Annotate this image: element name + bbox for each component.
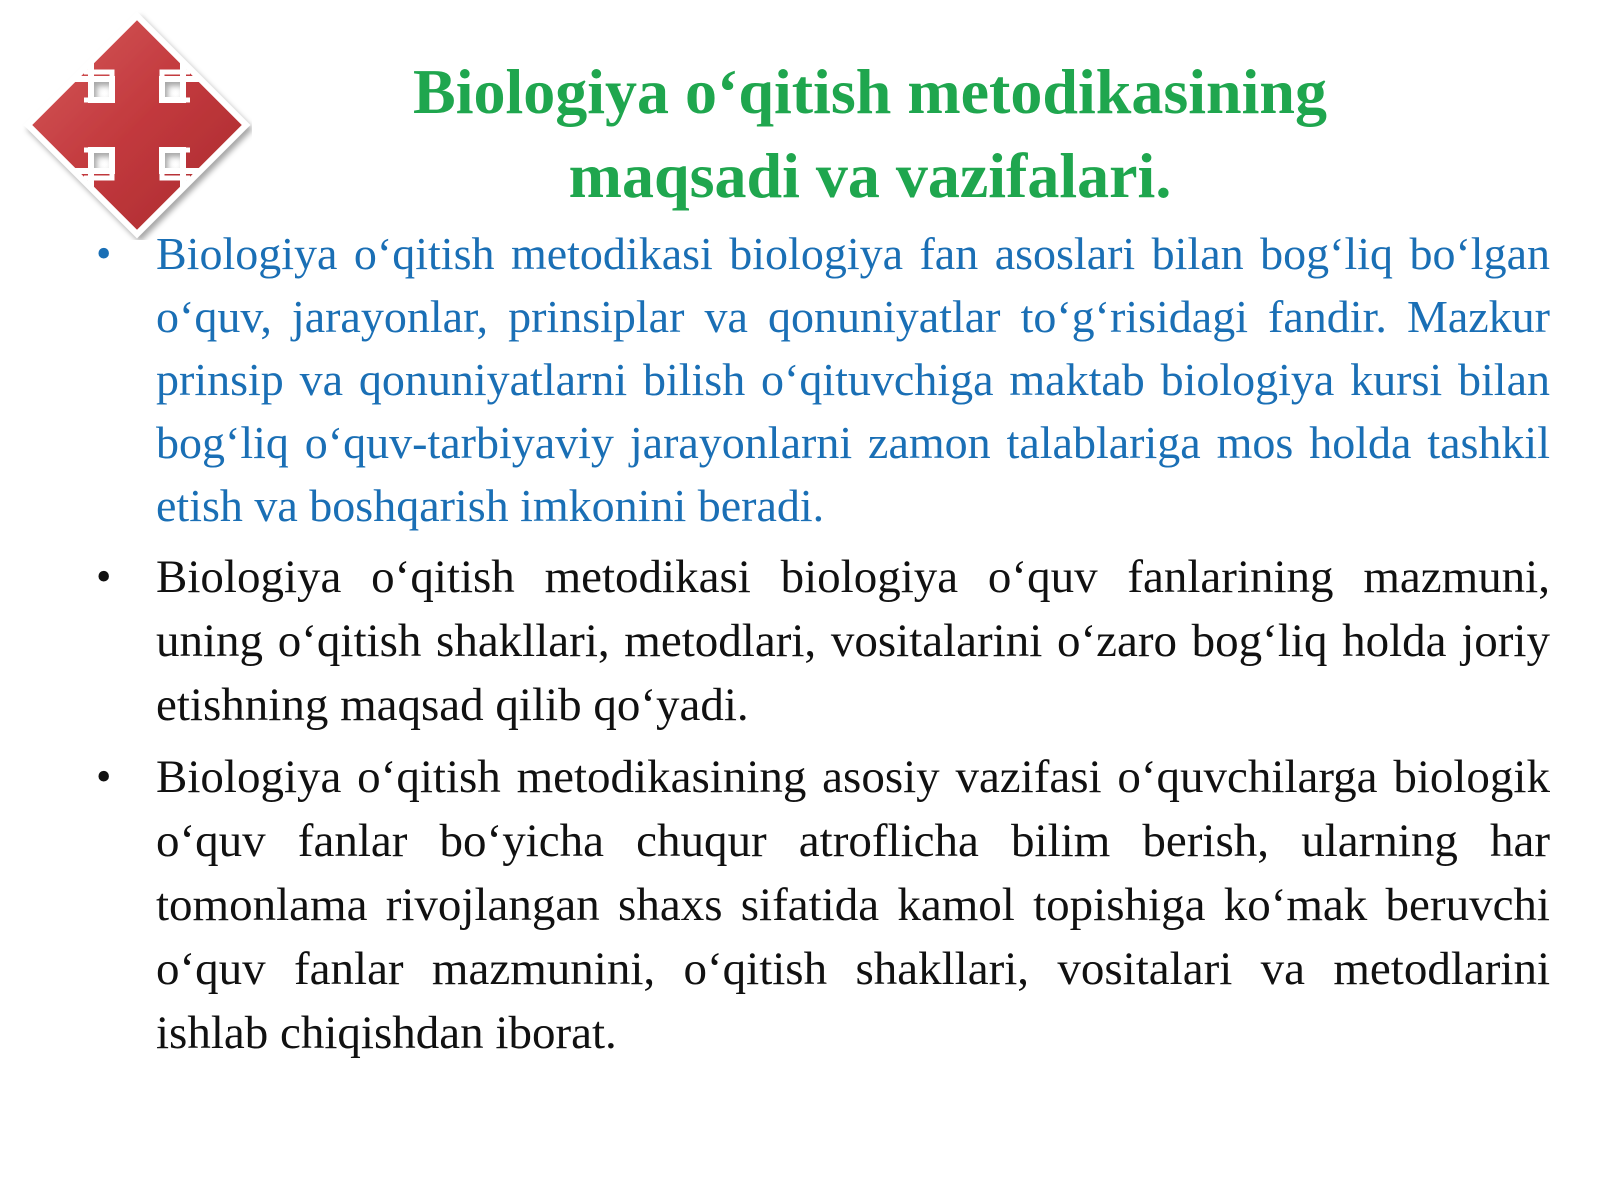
bullet-dot-icon: •	[96, 752, 112, 801]
bullet-dot-icon: •	[96, 552, 112, 601]
bullet-item-2	[90, 545, 1550, 737]
title-line-1: Biologiya o‘qitish metodikasining	[413, 56, 1327, 127]
bullet-list	[90, 222, 1550, 1073]
bullet-text-3: Biologiya o‘qitish metodikasining asosiy vazifasi o‘quvchilarga biologik o‘quv fanlar bo‘yicha chuqur atroflicha bilim berish, ularning har tomonlama rivojlangan shaxs sifatida kamol topishiga ko‘mak beruvchi o‘quv fanlar mazmunini, o‘qitish shakllari, vositalari va metodlarini ishlab chiqishdan iborat.	[156, 751, 1550, 1059]
four-way-arrow-icon	[22, 10, 252, 240]
slide-title	[330, 50, 1410, 218]
title-line-2: maqsadi va vazifalari.	[568, 140, 1172, 211]
bullet-text-2: Biologiya o‘qitish metodikasi biologiya o‘quv fanlarining mazmuni, uning o‘qitish shakllari, metodlari, vositalarini o‘zaro bog‘liq holda joriy etishning maqsad qilib qo‘yadi.	[156, 551, 1550, 731]
bullet-text-1: Biologiya o‘qitish metodikasi biologiya fan asoslari bilan bog‘liq bo‘lgan o‘quv, jarayonlar, prinsiplar va qonuniyatlar to‘g‘risidagi fandir. Mazkur prinsip va qonuniyatlarni bilish o‘qituvchiga maktab biologiya kursi bilan bog‘liq o‘quv-tarbiyaviy jarayonlarni zamon talablariga mos holda tashkil etish va boshqarish imkonini beradi.	[156, 228, 1550, 531]
bullet-dot-icon: •	[96, 229, 112, 278]
bullet-item-1	[90, 222, 1550, 537]
bullet-item-3	[90, 745, 1550, 1065]
